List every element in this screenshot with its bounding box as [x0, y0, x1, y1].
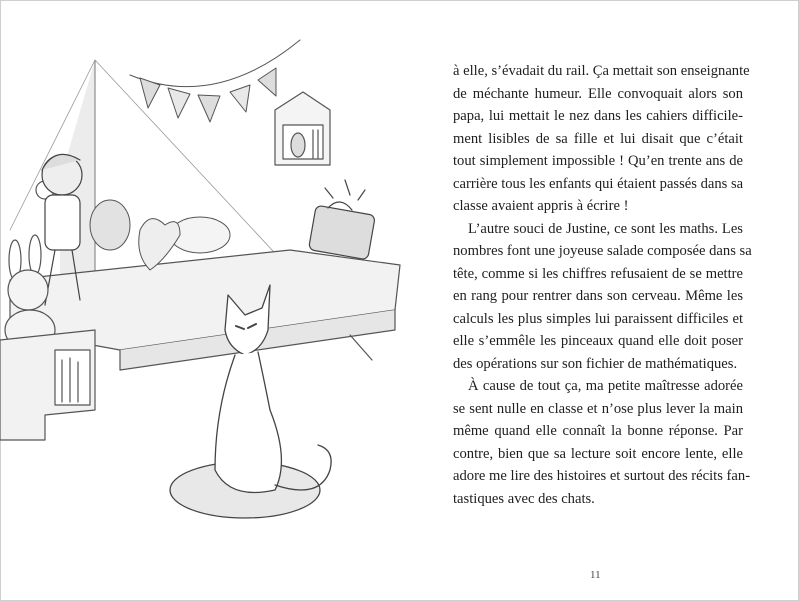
text-line: de méchante humeur. Elle convoquait alors son [453, 85, 743, 102]
text-line: des opérations sur son fichier de mathématiques. [453, 355, 738, 372]
text-line: adore me lire des histoires et surtout des récits fan- [453, 468, 751, 484]
bedside-shelf [0, 330, 95, 440]
text-line: se sent nulle en classe et n’ose plus lever la main [453, 400, 743, 417]
page-number: 11 [590, 569, 601, 581]
text-line: calculs les plus simples lui paraissent difficiles et [453, 310, 743, 327]
schoolbag [308, 180, 375, 260]
text-line: L’autre souci de Justine, ce sont les maths. Les [468, 220, 743, 237]
house-shelf [275, 92, 330, 165]
text-line: nombres font une joyeuse salade composée dans sa [453, 243, 752, 259]
illustration-girl-and-cat [0, 30, 430, 550]
text-line: en rang pour rentrer dans son cerveau. Même les [453, 288, 743, 304]
bunny-plush [5, 235, 55, 350]
text-line: classe avaient appris à écrire ! [453, 198, 629, 214]
text-line: ment lisibles de sa fille et lui disait que c’était [453, 130, 743, 147]
text-line: tastiques avec des chats. [453, 490, 595, 507]
text-line: contre, bien que sa lecture soit encore lente, elle [453, 445, 743, 462]
text-line: elle s’emmêle les pinceaux quand elle doit poser [453, 333, 743, 349]
text-line: à elle, s’évadait du rail. Ça mettait son enseignante [453, 63, 750, 79]
text-line: papa, lui mettait le nez dans les cahiers difficile- [453, 108, 743, 124]
text-line: tout simplement impossible ! Qu’en trente ans de [453, 153, 743, 169]
text-line: carrière tous les enfants qui étaient passés dans sa [453, 175, 744, 192]
body-text [453, 60, 752, 510]
text-line: À cause de tout ça, ma petite maîtresse adorée [468, 378, 743, 394]
text-line: même quand elle connaît la bonne réponse. Par [453, 423, 743, 439]
text-line: tête, comme si les chiffres refusaient de se mettre [453, 265, 743, 282]
owl-plush [90, 200, 130, 250]
